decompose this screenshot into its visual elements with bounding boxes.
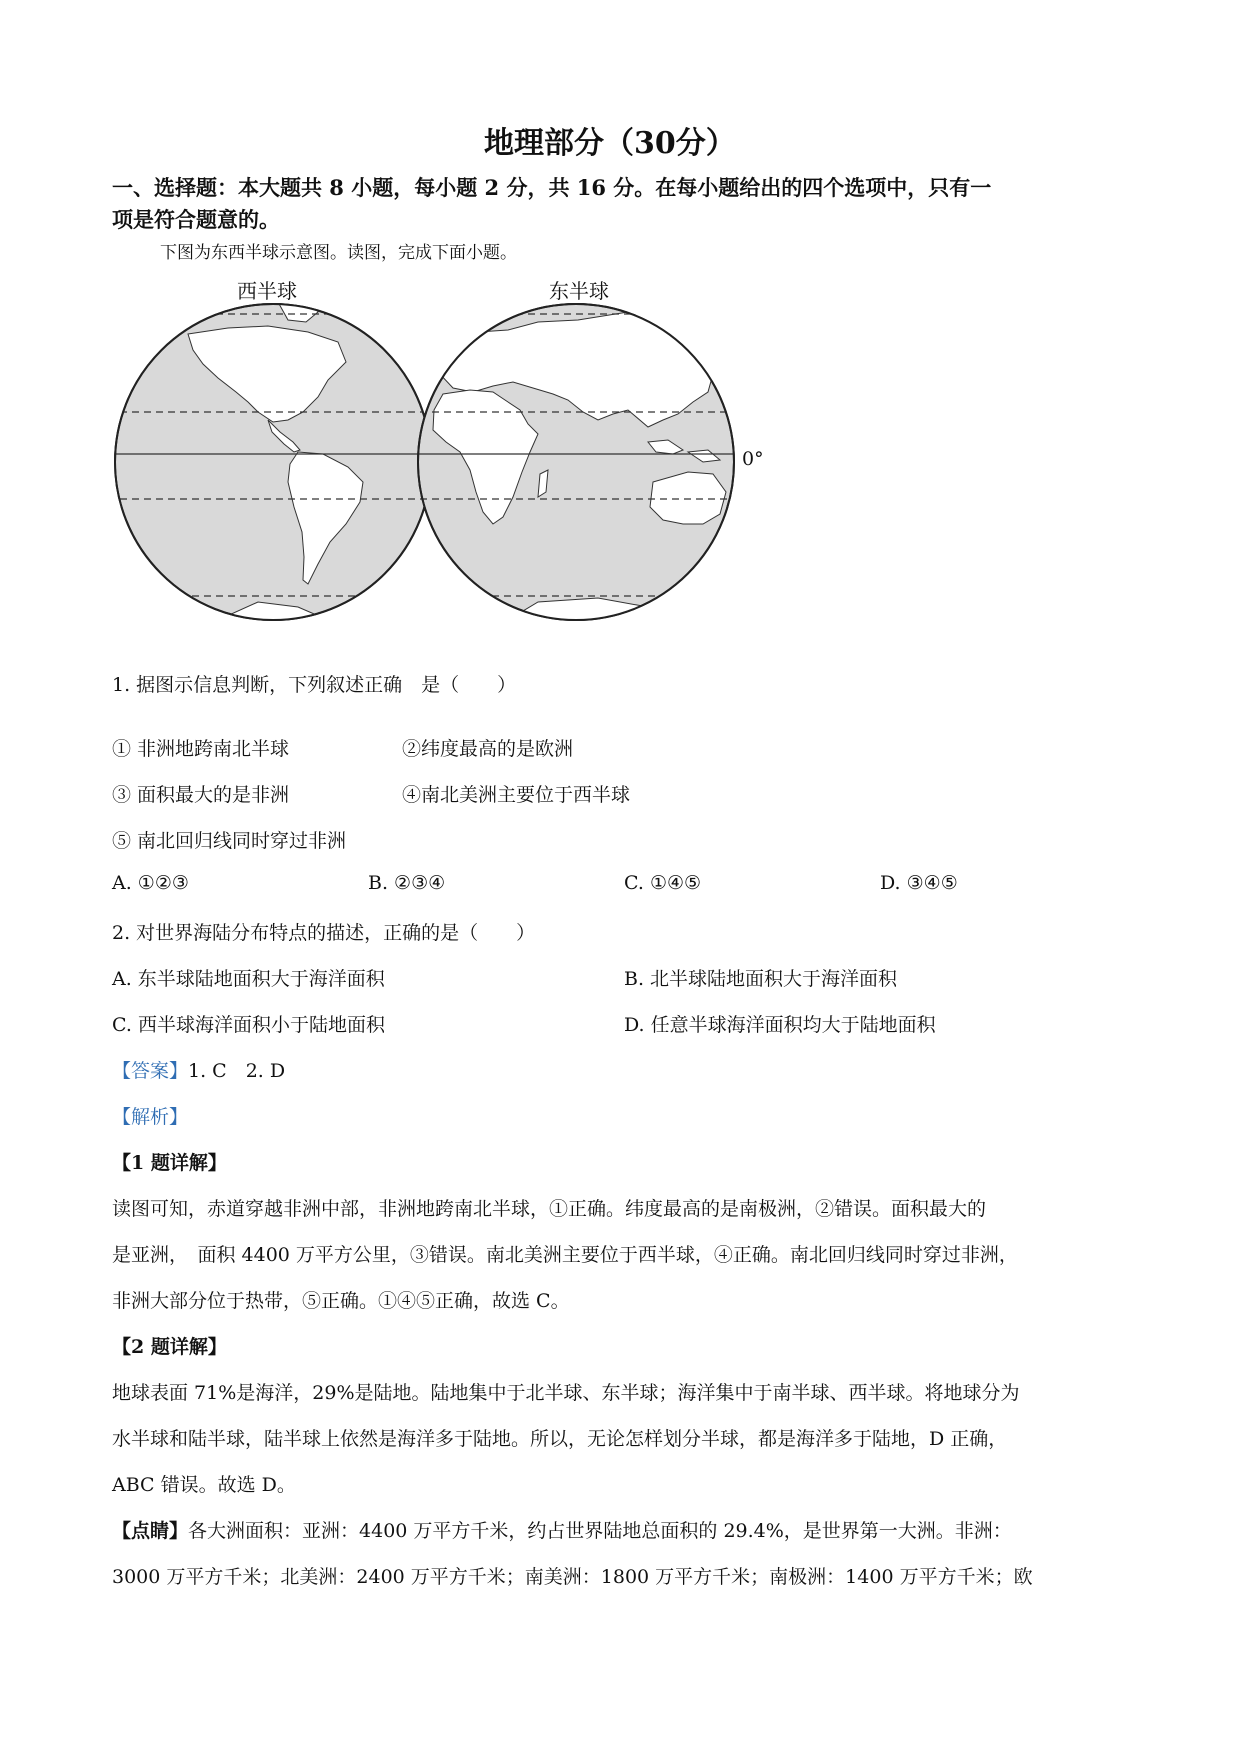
q1-statement-4: ④南北美洲主要位于西半球 (402, 784, 631, 806)
east-hemisphere-label: 东半球 (549, 279, 609, 303)
q2-option-c[interactable]: C. 西半球海洋面积小于陆地面积 (112, 1014, 385, 1036)
answer-line (112, 1056, 285, 1083)
page-title: 地理部分（30分） (484, 126, 736, 161)
q1-statement-5: ⑤ 南北回归线同时穿过非洲 (112, 830, 347, 852)
q2-option-a[interactable]: A. 东半球陆地面积大于海洋面积 (112, 968, 385, 990)
q1-statement-2: ②纬度最高的是欧洲 (402, 738, 574, 760)
tip-line-2: 3000 万平方千米；北美洲：2400 万平方千米；南美洲：1800 万平方千米；南极洲：1400 万平方千米；欧 (112, 1566, 1033, 1588)
tip-tag: 【点睛】 (112, 1520, 189, 1542)
section-heading-line1: 一、选择题：本大题共 8 小题，每小题 2 分，共 16 分。在每小题给出的四个选项中，只有一 (112, 175, 992, 200)
q1-option-b[interactable]: B. ②③④ (368, 872, 446, 894)
west-hemisphere-label: 西半球 (237, 279, 297, 303)
australia-shape (650, 472, 726, 524)
detail-1-line-1: 读图可知，赤道穿越非洲中部，非洲地跨南北半球，①正确。纬度最高的是南极洲，②错误。面积最大的 (112, 1198, 987, 1220)
western-hemisphere (108, 302, 438, 620)
q1-option-c[interactable]: C. ①④⑤ (624, 872, 702, 894)
section-heading-line2: 项是符合题意的。 (112, 207, 280, 232)
q1-option-d[interactable]: D. ③④⑤ (880, 872, 958, 894)
question-intro: 下图为东西半球示意图。读图，完成下面小题。 (160, 243, 517, 263)
detail-1-line-3: 非洲大部分位于热带，⑤正确。①④⑤正确，故选 C。 (112, 1290, 570, 1312)
q1-stem: 1. 据图示信息判断，下列叙述正确 是（ ） (112, 674, 517, 696)
q2-option-d[interactable]: D. 任意半球海洋面积均大于陆地面积 (624, 1014, 936, 1036)
analysis-tag: 【解析】 (112, 1106, 189, 1128)
q1-statement-3: ③ 面积最大的是非洲 (112, 784, 290, 806)
eastern-hemisphere (408, 304, 748, 620)
tip-line-1 (112, 1516, 1012, 1543)
detail-2-line-1: 地球表面 71%是海洋，29%是陆地。陆地集中于北半球、东半球；海洋集中于南半球、西半球。将地球分为 (112, 1382, 1020, 1404)
answer-tag: 【答案】 (112, 1060, 189, 1082)
q2-stem: 2. 对世界海陆分布特点的描述，正确的是（ ） (112, 922, 536, 944)
detail-2-line-2: 水半球和陆半球，陆半球上依然是海洋多于陆地。所以，无论怎样划分半球，都是海洋多于陆地，D 正确， (112, 1428, 1008, 1450)
detail-1-line-2: 是亚洲， 面积 4400 万平方公里，③错误。南北美洲主要位于西半球，④正确。南北回归线同时穿过非洲， (112, 1244, 1018, 1266)
detail-1-heading: 【1 题详解】 (112, 1152, 227, 1174)
q1-statement-1: ① 非洲地跨南北半球 (112, 738, 290, 760)
q2-option-b[interactable]: B. 北半球陆地面积大于海洋面积 (624, 968, 898, 990)
tip-text-1: 各大洲面积：亚洲：4400 万平方千米，约占世界陆地总面积的 29.4%，是世界第一大洲。非洲： (188, 1520, 1012, 1542)
hemisphere-map (108, 302, 868, 642)
answer-text: 1. C 2. D (188, 1060, 286, 1082)
equator-label: 0° (742, 448, 764, 470)
q1-option-a[interactable]: A. ①②③ (112, 872, 189, 894)
detail-2-line-3: ABC 错误。故选 D。 (112, 1474, 296, 1496)
detail-2-heading: 【2 题详解】 (112, 1336, 227, 1358)
